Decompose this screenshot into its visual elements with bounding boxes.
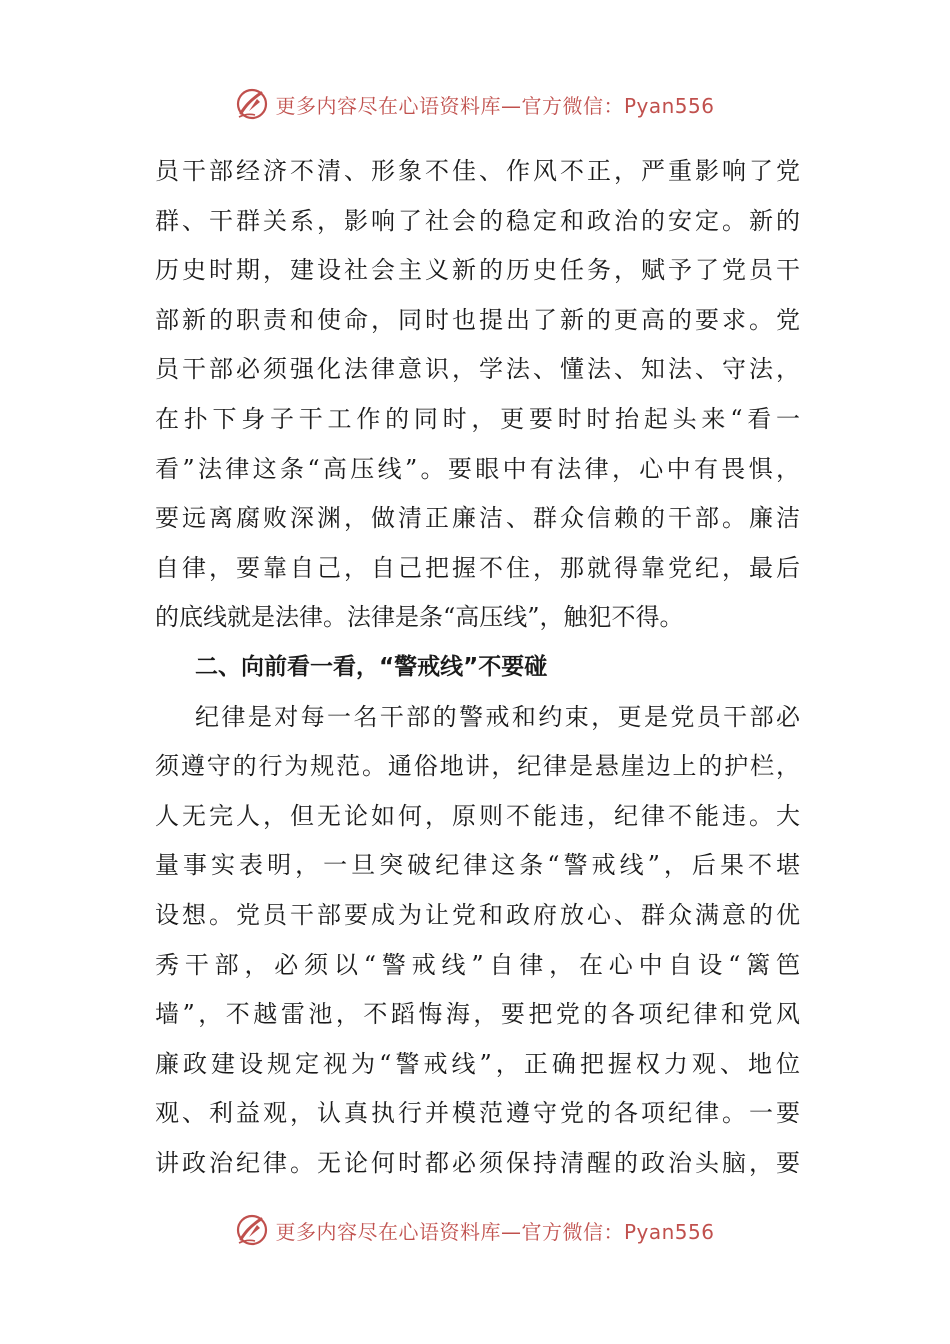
pen-logo-icon <box>235 87 269 121</box>
text-line: 在扑下身子干工作的同时，更要时时抬起头来“看一 <box>155 404 800 433</box>
text-line: 纪律是对每一名干部的警戒和约束，更是党员干部必 <box>195 702 800 731</box>
text-line: 员干部经济不清、形象不佳、作风不正，严重影响了党 <box>155 157 800 185</box>
text-line: 历史时期，建设社会主义新的历史任务，赋予了党员干 <box>155 256 800 285</box>
text-line: 量事实表明，一旦突破纪律这条“警戒线”，后果不堪 <box>155 851 800 880</box>
text-line: 观、利益观，认真执行并模范遵守党的各项纪律。一要 <box>155 1099 800 1128</box>
text-line: 讲政治纪律。无论何时都必须保持清醒的政治头脑，要 <box>155 1148 800 1177</box>
section-heading: 二、向前看一看，“警戒线”不要碰 <box>195 653 548 680</box>
document-body <box>155 147 800 1188</box>
footer-banner-text: 更多内容尽在心语资料库—官方微信：Pyan556 <box>275 1219 715 1244</box>
header-banner <box>0 84 950 124</box>
paragraph-2 <box>155 693 800 1189</box>
text-line: 人无完人，但无论如何，原则不能违，纪律不能违。大 <box>155 801 800 830</box>
text-line: 设想。党员干部要成为让党和政府放心、群众满意的优 <box>155 900 800 929</box>
text-line: 群、干群关系，影响了社会的稳定和政治的安定。新的 <box>155 206 800 235</box>
text-line: 看”法律这条“高压线”。要眼中有法律，心中有畏惧， <box>155 454 800 483</box>
text-line: 员干部必须强化法律意识，学法、懂法、知法、守法， <box>155 355 800 384</box>
text-line: 秀干部，必须以“警戒线”自律，在心中自设“篱笆 <box>155 950 800 979</box>
text-line: 须遵守的行为规范。通俗地讲，纪律是悬崖边上的护栏， <box>155 752 800 781</box>
text-line: 自律，要靠自己，自己把握不住，那就得靠党纪，最后 <box>155 553 800 582</box>
text-line: 部新的职责和使命，同时也提出了新的更高的要求。党 <box>155 305 800 334</box>
paragraph-1 <box>155 147 800 643</box>
footer-banner <box>0 1210 950 1250</box>
text-line: 墙”，不越雷池，不蹈悔海，要把党的各项纪律和党风 <box>155 1000 800 1029</box>
text-line: 廉政建设规定视为“警戒线”，正确把握权力观、地位 <box>155 1049 800 1078</box>
header-banner-text: 更多内容尽在心语资料库—官方微信：Pyan556 <box>275 93 715 118</box>
text-line: 的底线就是法律。法律是条“高压线”，触犯不得。 <box>155 603 684 632</box>
pen-logo-icon <box>235 1213 269 1247</box>
text-line: 要远离腐败深渊，做清正廉洁、群众信赖的干部。廉洁 <box>155 504 800 533</box>
